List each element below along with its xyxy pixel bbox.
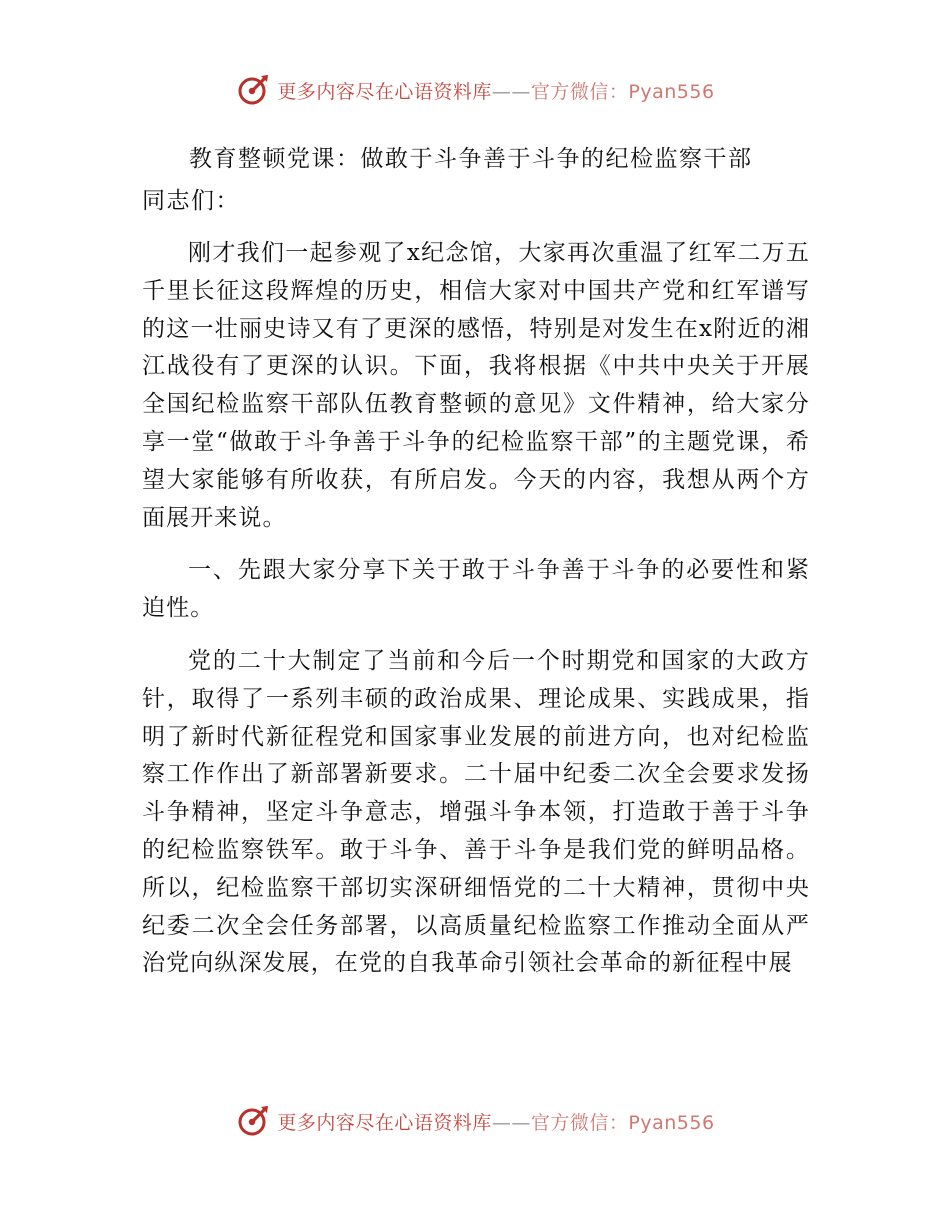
- paragraph-intro: 刚才我们一起参观了x纪念馆，大家再次重温了红军二万五千里长征这段辉煌的历史，相信大家对中国共产党和红军谱写的这一壮丽史诗又有了更深的感悟，特别是对发生在x附近的湘江战役有了更深的认识。下面，我将根据《中共中央关于开展全国纪检监察干部队伍教育整顿的意见》文件精神，给大家分享一堂“做敢于斗争善于斗争的纪检监察干部”的主题党课，希望大家能够有所收获，有所启发。今天的内容，我想从两个方面展开来说。: [142, 240, 810, 531]
- salutation: 同志们：: [142, 188, 240, 214]
- paragraph-section-heading: 一、先跟大家分享下关于敢于斗争善于斗争的必要性和紧迫性。: [142, 557, 810, 622]
- header-watermark-banner: [0, 70, 950, 110]
- banner-dash: ——: [491, 80, 531, 103]
- banner-suffix-text: 官方微信：Pyan556: [530, 1111, 715, 1134]
- banner-dash: ——: [491, 1111, 531, 1134]
- pen-nib-logo-icon: [235, 72, 271, 108]
- document-title: 教育整顿党课：做敢于斗争善于斗争的纪检监察干部: [189, 146, 753, 172]
- footer-watermark-banner: [0, 1101, 950, 1141]
- pen-nib-logo-icon: [235, 1103, 271, 1139]
- banner-prefix-text: 更多内容尽在心语资料库: [277, 1111, 492, 1134]
- banner-suffix-text: 官方微信：Pyan556: [530, 80, 715, 103]
- paragraph-body: 党的二十大制定了当前和今后一个时期党和国家的大政方针，取得了一系列丰硕的政治成果、理论成果、实践成果，指明了新时代新征程党和国家事业发展的前进方向，也对纪检监察工作作出了新部署新要求。二十届中纪委二次全会要求发扬斗争精神，坚定斗争意志，增强斗争本领，打造敢于善于斗争的纪检监察铁军。敢于斗争、善于斗争是我们党的鲜明品格。所以，纪检监察干部切实深研细悟党的二十大精神，贯彻中央纪委二次全会任务部署，以高质量纪检监察工作推动全面从严治党向纵深发展，在党的自我革命引领社会革命的新征程中展: [142, 647, 810, 977]
- banner-prefix-text: 更多内容尽在心语资料库: [277, 80, 492, 103]
- document-body: [142, 138, 810, 998]
